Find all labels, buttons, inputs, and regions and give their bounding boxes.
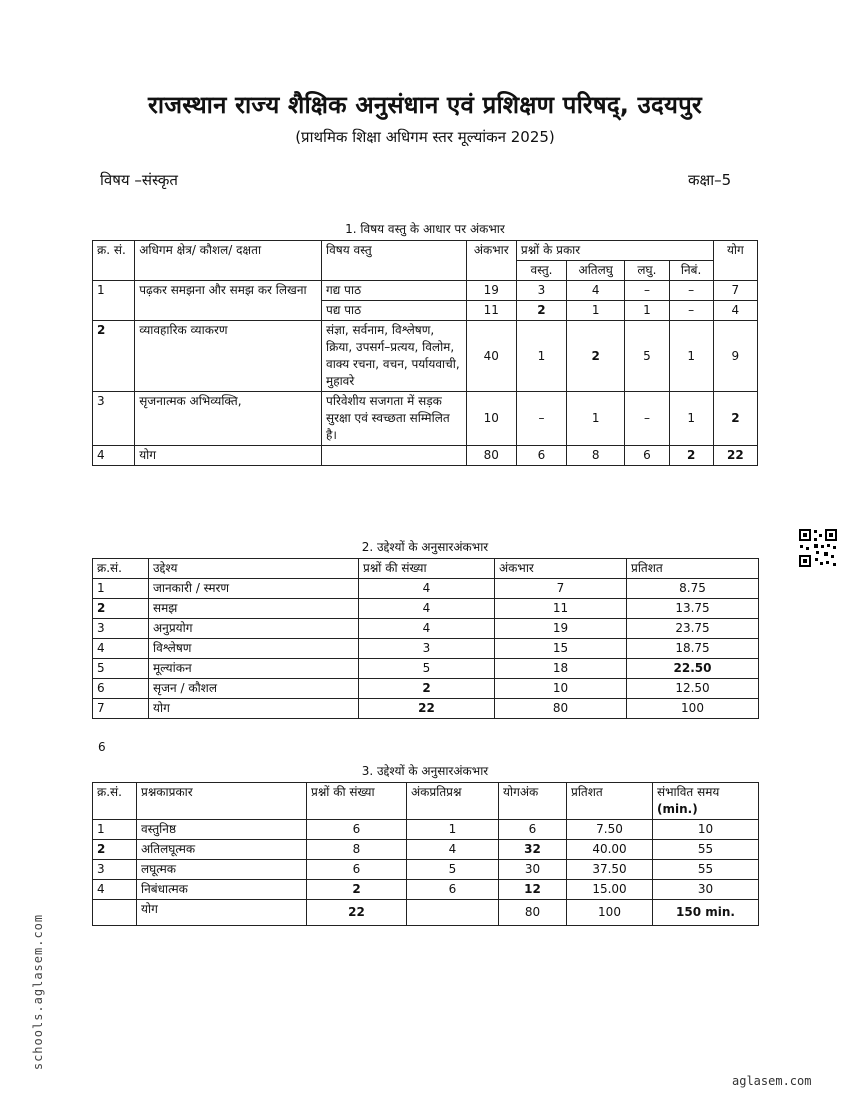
cell-questions: 5 [359,659,495,679]
header-marks: अंकभार [466,241,516,281]
cell-totalmarks: 12 [499,880,567,900]
page-title: राजस्थान राज्य शैक्षिक अनुसंधान एवं प्रशिक्षण परिषद्, उदयपुर [148,91,702,119]
table-row [93,679,759,699]
cell-totalmarks: 6 [499,820,567,840]
header-objective: उद्देश्य [149,559,359,579]
cell-qtype: अतिलघूत्मक [137,840,307,860]
cell-count: 6 [307,820,407,840]
cell-marks: 80 [495,699,627,719]
table-row [93,840,759,860]
cell-vshort: 2 [567,321,625,392]
cell-sno: 7 [93,699,149,719]
header-questions: प्रश्नों की संख्या [359,559,495,579]
table-row [93,639,759,659]
cell-time: 55 [653,860,759,880]
watermark-right: aglasem.com [732,1074,812,1088]
cell-percent: 7.50 [567,820,653,840]
question-type-table [92,782,759,926]
table-row [93,880,759,900]
cell-vshort: 4 [567,281,625,301]
header-short: लघु. [625,261,669,281]
cell-percent: 13.75 [627,599,759,619]
cell-percent: 100 [567,900,653,926]
class-label: कक्षा–5 [688,171,732,189]
table-row [93,659,759,679]
cell-area: सृजनात्मक अभिव्यक्ति, [135,392,322,446]
cell-total: 2 [713,392,757,446]
cell-sno: 1 [93,820,137,840]
cell-total: 4 [713,301,757,321]
cell-questions: 2 [359,679,495,699]
cell-total: 9 [713,321,757,392]
cell-sno: 3 [93,392,135,446]
header-qtype: प्रश्नों के प्रकार [516,241,713,261]
cell-marks: 10 [495,679,627,699]
cell-sno: 2 [93,321,135,392]
cell-content: पद्य पाठ [322,301,467,321]
cell-obj: 2 [516,301,566,321]
cell-marks: 15 [495,639,627,659]
watermark-left: schools.aglasem.com [31,913,45,1071]
cell-marks: 40 [466,321,516,392]
subject-label: विषय –संस्कृत [100,171,178,189]
cell-sno: 1 [93,579,149,599]
cell-marks: 18 [495,659,627,679]
cell-sno [93,900,137,926]
cell-objective: समझ [149,599,359,619]
time-unit: (min.) [657,802,698,816]
table-row [93,619,759,639]
cell-questions: 3 [359,639,495,659]
cell-perq: 4 [407,840,499,860]
cell-time: 30 [653,880,759,900]
page-number: 6 [98,740,106,754]
cell-essay: 1 [669,321,713,392]
cell-sno: 1 [93,281,135,321]
cell-questions: 4 [359,579,495,599]
cell-content: परिवेशीय सजगता में सड़क सुरक्षा एवं स्वच्छता सम्मिलित है। [322,392,467,446]
cell-total: 22 [713,446,757,466]
cell-percent: 22.50 [627,659,759,679]
table-row [93,599,759,619]
cell-obj: 6 [516,446,566,466]
cell-objective: योग [149,699,359,719]
header-vshort: अतिलघु [567,261,625,281]
header-obj: वस्तु. [516,261,566,281]
cell-marks: 11 [466,301,516,321]
cell-totalmarks: 80 [499,900,567,926]
cell-questions: 4 [359,619,495,639]
cell-percent: 40.00 [567,840,653,860]
cell-area: योग [135,446,322,466]
cell-count: 8 [307,840,407,860]
cell-marks: 11 [495,599,627,619]
cell-essay: – [669,281,713,301]
table-row [93,281,758,301]
qr-code-icon [798,528,838,568]
cell-count: 6 [307,860,407,880]
cell-totalmarks: 32 [499,840,567,860]
cell-percent: 100 [627,699,759,719]
cell-objective: अनुप्रयोग [149,619,359,639]
cell-perq [407,900,499,926]
cell-perq: 6 [407,880,499,900]
cell-sno: 2 [93,599,149,619]
cell-percent: 8.75 [627,579,759,599]
cell-sno: 5 [93,659,149,679]
cell-vshort: 1 [567,392,625,446]
cell-percent: 15.00 [567,880,653,900]
cell-count: 2 [307,880,407,900]
cell-questions: 4 [359,599,495,619]
cell-qtype: योग [137,900,307,926]
header-percent: प्रतिशत [567,783,653,820]
cell-essay: 1 [669,392,713,446]
header-sno: क्र.सं. [93,559,149,579]
cell-marks: 19 [466,281,516,301]
header-count: प्रश्नों की संख्या [307,783,407,820]
cell-objective: विश्लेषण [149,639,359,659]
cell-short: 5 [625,321,669,392]
cell-sno: 6 [93,679,149,699]
header-marks: अंकभार [495,559,627,579]
table1-caption: 1. विषय वस्तु के आधार पर अंकभार [345,222,505,236]
cell-objective: मूल्यांकन [149,659,359,679]
objective-weightage-table [92,558,759,719]
cell-time: 10 [653,820,759,840]
cell-perq: 1 [407,820,499,840]
cell-content: संज्ञा, सर्वनाम, विश्लेषण, क्रिया, उपसर्ग–प्रत्यय, विलोम, वाक्य रचना, वचन, पर्यायवाची, मुहावरे [322,321,467,392]
cell-time: 55 [653,840,759,860]
header-totalmarks: योगअंक [499,783,567,820]
cell-time: 150 min. [653,900,759,926]
table2-caption: 2. उद्देश्यों के अनुसारअंकभार [361,540,489,554]
cell-obj: 1 [516,321,566,392]
header-time [653,783,759,820]
header-sno: क्र. सं. [93,241,135,281]
table-row [93,392,758,446]
cell-vshort: 1 [567,301,625,321]
cell-sno: 2 [93,840,137,860]
cell-sno: 3 [93,860,137,880]
header-sno: क्र.सं. [93,783,137,820]
header-qtype: प्रश्नकाप्रकार [137,783,307,820]
header-perq: अंकप्रतिप्रश्न [407,783,499,820]
table-row [93,321,758,392]
cell-content: गद्य पाठ [322,281,467,301]
cell-essay: 2 [669,446,713,466]
cell-sno: 4 [93,880,137,900]
header-area: अधिगम क्षेत्र/ कौशल/ दक्षता [135,241,322,281]
cell-marks: 7 [495,579,627,599]
cell-qtype: निबंधात्मक [137,880,307,900]
header-total: योग [713,241,757,281]
cell-sno: 4 [93,639,149,659]
table-row [93,699,759,719]
cell-percent: 18.75 [627,639,759,659]
cell-totalmarks: 30 [499,860,567,880]
table-row [93,820,759,840]
cell-count: 22 [307,900,407,926]
cell-short: 1 [625,301,669,321]
cell-marks: 80 [466,446,516,466]
cell-objective: सृजन / कौशल [149,679,359,699]
page-subtitle: (प्राथमिक शिक्षा अधिगम स्तर मूल्यांकन 2025) [295,128,555,146]
cell-sno: 3 [93,619,149,639]
cell-qtype: लघूत्मक [137,860,307,880]
cell-questions: 22 [359,699,495,719]
header-essay: निबं. [669,261,713,281]
table-row [93,579,759,599]
table-row [93,900,759,926]
table-row [93,860,759,880]
cell-short: – [625,281,669,301]
cell-content [322,446,467,466]
cell-obj: 3 [516,281,566,301]
header-percent: प्रतिशत [627,559,759,579]
cell-area: पढ़कर समझना और समझ कर लिखना [135,281,322,321]
cell-area: व्यावहारिक व्याकरण [135,321,322,392]
cell-sno: 4 [93,446,135,466]
cell-essay: – [669,301,713,321]
header-content: विषय वस्तु [322,241,467,281]
cell-marks: 19 [495,619,627,639]
table-row [93,446,758,466]
cell-objective: जानकारी / स्मरण [149,579,359,599]
cell-perq: 5 [407,860,499,880]
cell-obj: – [516,392,566,446]
cell-qtype: वस्तुनिष्ठ [137,820,307,840]
time-label: संभावित समय [657,785,720,799]
cell-vshort: 8 [567,446,625,466]
cell-short: – [625,392,669,446]
cell-percent: 12.50 [627,679,759,699]
table3-caption: 3. उद्देश्यों के अनुसारअंकभार [361,764,489,778]
cell-total: 7 [713,281,757,301]
cell-percent: 37.50 [567,860,653,880]
cell-short: 6 [625,446,669,466]
cell-marks: 10 [466,392,516,446]
cell-percent: 23.75 [627,619,759,639]
content-weightage-table [92,240,758,466]
